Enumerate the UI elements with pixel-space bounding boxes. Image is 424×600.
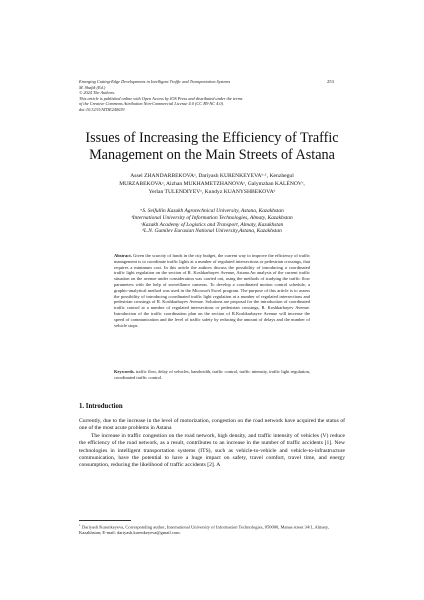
footnote — [79, 523, 345, 536]
author-list — [76, 172, 348, 196]
body-paragraph: The increase in traffic congestion on the road network, high density, and traffic intensity of vehicles (V) reduce the efficiency of the road network, as a result, contributes to an increase in the number of traffic accidents [1]. New technologies in intelligent transportation systems (ITS), such as vehicle-to-vehicle and vehicle-to-infrastructure communication, have the potential to have a huge impact on safety, travel comfort, travel time, and energy consumption, reducing the likelihood of traffic accidents [2]. A — [79, 432, 345, 469]
footnote-text: Dariyash Kurenkeyeva, Corresponding author, International University of Information Technologies, 050000, Manas street 34/1, Almaty, Kazakhstan; E-mail: dariyash.kurenkeyeva@gmail.com. — [79, 524, 329, 536]
header-line: M. Shafik (Ed.) — [79, 84, 106, 90]
body-paragraph: Currently, due to the increase in the level of motorization, congestion on the road network have acquired the status of one of the most acute problems in Astana — [79, 418, 345, 432]
affiliation: ᶜKazakh Academy of Logistics and Transport, Almaty, Kazakhstan — [140, 221, 284, 228]
abstract-label: Abstract. — [114, 253, 132, 258]
abstract — [114, 253, 310, 328]
keywords-label: Keywords. — [114, 369, 135, 374]
running-header — [79, 79, 339, 113]
section-heading: 1. Introduction — [79, 403, 123, 410]
footnote-marker: 1 — [79, 523, 81, 527]
author-line: MURZABEKOVAᵃ, Aizhan MUKHAMETZHANOVAᵃ, Galymzhan KALĖNOVᶜ, — [119, 181, 305, 187]
header-line: This article is published online with Open Access by IOS Press and distributed under the terms — [79, 95, 243, 101]
keywords — [114, 369, 310, 381]
affiliation: ᵈL.N. Gumilev Eurasian National University,Astana, Kazakhstan — [142, 228, 282, 235]
header-line: doi:10.3233/ATDE240039 — [79, 106, 125, 112]
keywords-text: traffic flow, delay of vehicles, bandwidth, traffic control, traffic intensity, traffic light regulation, coordinated traffic control. — [114, 369, 311, 380]
body-text — [79, 418, 345, 470]
affiliations — [76, 208, 348, 235]
footnote-rule — [79, 520, 131, 521]
header-line: © 2024 The Authors. — [79, 90, 116, 96]
header-line: of the Creative Commons Attribution Non-Commercial License 4.0 (CC BY-NC 4.0). — [79, 101, 225, 107]
author-line: Yerlan TULENDIYEVᵃ, Kundyz KUANYSHBEKOVAᵈ — [148, 189, 276, 195]
header-line: Emerging Cutting-Edge Developments in Intelligent Traffic and Transportation Systems — [79, 79, 231, 84]
paper-title: Issues of Increasing the Efficiency of Traffic Management on the Main Streets of Astana — [85, 130, 339, 163]
author-line: Assel ZHANDARBEKOVAᵃ, Dariyash KURENKEYEVAᵇ·¹, Kenzhegul — [130, 173, 294, 179]
affiliation: ᵃS. Seifullin Kazakh Agrotechnical University, Astana, Kazakhstan — [140, 208, 284, 214]
page-number: 253 — [327, 79, 334, 84]
abstract-text: Given the scarcity of funds in the city budget, the current way to improve the efficiency of traffic management is to coordinate traffic lights at a number of regulated intersections or pedestrian crossings, that requires a minimum cost. In this article the authors discuss the possibility of introducing a coordinated traffic light regulation on the section of R. Koshkarbayev Avenue, Astana.An analysis of the current traffic situation on the avenue under consideration was carried out, using the methods of studying the traffic flow parameters with the help of surveillance cameras. To develop a coordinated motion control schedule, a graphic-analytical method was used in the Microsoft Excel program. The purpose of this article is to assess the possibility of introducing coordinated traffic light regulation at a number of regulated intersections and pedestrian crossings of R. Koshkarbayev Avenue. Solutions are proposal for the introduction of coordinated traffic control at a number of regulated intersections or pedestrian crossings, R. Koshkarbayev Avenue. Introduction of the traffic coordination plan on the section of R.Koshkarbayev Avenue will increase the speed of communication and the level of traffic safety by reducing the amount of delays and the number of vehicle stops. — [114, 253, 310, 328]
affiliation: ᵇInternational University of Information Technologies, Almaty, Kazakhstan — [131, 214, 293, 221]
